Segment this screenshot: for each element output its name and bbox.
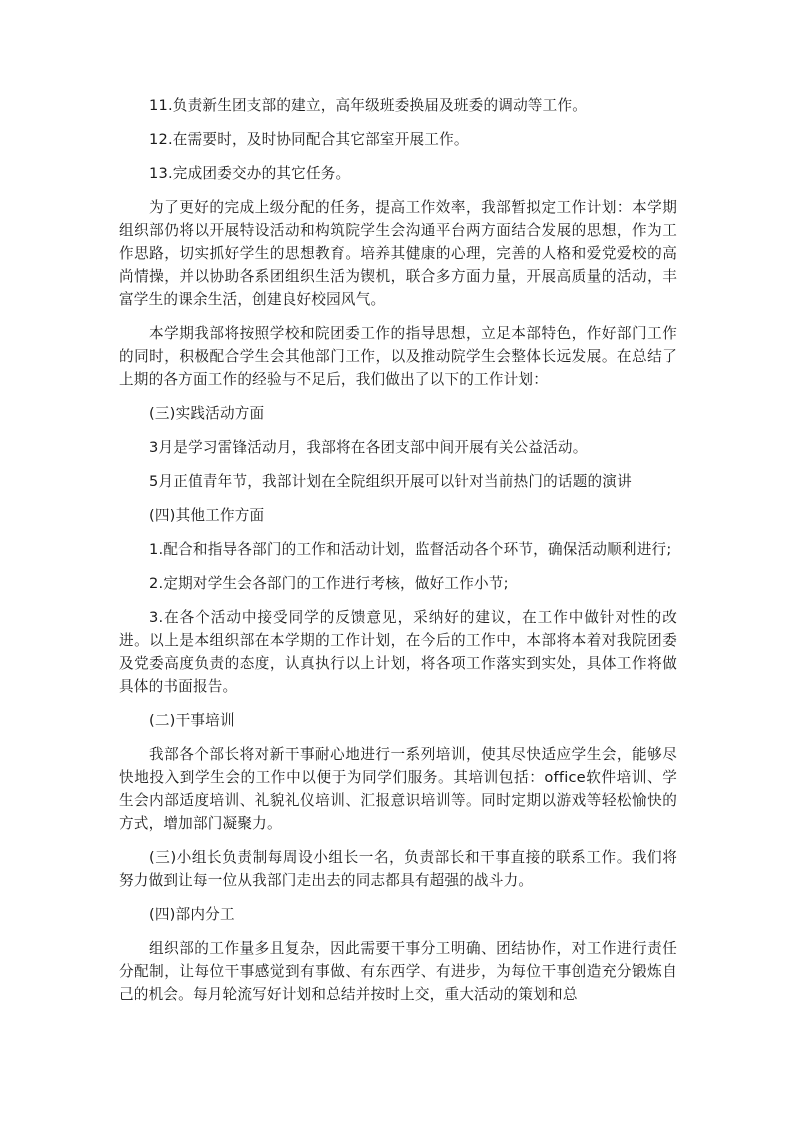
paragraph-2: 12.在需要时，及时协同配合其它部室开展工作。	[149, 131, 469, 148]
paragraph-4: 为了更好的完成上级分配的任务，提高工作效率，我部暂拟定工作计划：本学期组织部仍将以开展特设活动和构筑院学生会沟通平台两方面结合发展的思想，作为工作思路，切实抓好学生的思想教育。培养其健康的心理，完善的人格和爱党爱校的高尚情操，并以协助各系团组织生活为锲机，联合多方面力量，开展高质量的活动，丰富学生的课余生活，创建良好校园风气。	[119, 199, 677, 308]
paragraph-15: (三)小组长负责制每周设小组长一名，负责部长和干事直接的联系工作。我们将努力做到让每一位从我部门走出去的同志都具有超强的战斗力。	[119, 849, 677, 889]
section-heading-division: (四)部内分工	[149, 906, 235, 923]
paragraph-12: 3.在各个活动中接受同学的反馈意见，采纳好的建议，在工作中做针对性的改进。以上是本组织部在本学期的工作计划，在今后的工作中，本部将本着对我院团委及党委高度负责的态度，认真执行以上计划，将各项工作落实到实处，具体工作将做具体的书面报告。	[119, 609, 677, 695]
paragraph-1: 11.负责新生团支部的建立，高年级班委换届及班委的调动等工作。	[149, 97, 588, 114]
paragraph-3: 13.完成团委交办的其它任务。	[149, 165, 351, 182]
paragraph-10: 1.配合和指导各部门的工作和活动计划，监督活动各个环节，确保活动顺利进行;	[149, 541, 672, 558]
paragraph-11: 2.定期对学生会各部门的工作进行考核，做好工作小节;	[149, 575, 509, 592]
section-heading-training: (二)干事培训	[149, 712, 235, 729]
paragraph-7: 3月是学习雷锋活动月，我部将在各团支部中间开展有关公益活动。	[149, 439, 588, 456]
paragraph-14: 我部各个部长将对新干事耐心地进行一系列培训，使其尽快适应学生会，能够尽快地投入到学生会的工作中以便于为同学们服务。其培训包括：office软件培训、学生会内部适度培训、礼貌礼仪培训、汇报意识培训等。同时定期以游戏等轻松愉快的方式，增加部门凝聚力。	[119, 746, 677, 832]
section-heading-practice: (三)实践活动方面	[149, 405, 265, 422]
section-heading-other: (四)其他工作方面	[149, 507, 265, 524]
paragraph-17: 组织部的工作量多且复杂，因此需要干事分工明确、团结协作，对工作进行责任分配制，让每位干事感觉到有事做、有东西学、有进步，为每位干事创造充分锻炼自己的机会。每月轮流写好计划和总结并按时上交，重大活动的策划和总	[119, 940, 677, 1003]
paragraph-5: 本学期我部将按照学校和院团委工作的指导思想，立足本部特色，作好部门工作的同时，积极配合学生会其他部门工作，以及推动院学生会整体长远发展。在总结了上期的各方面工作的经验与不足后，我们做出了以下的工作计划：	[119, 325, 677, 388]
document-body	[119, 94, 677, 1017]
paragraph-8: 5月正值青年节，我部计划在全院组织开展可以针对当前热门的话题的演讲	[149, 473, 632, 490]
